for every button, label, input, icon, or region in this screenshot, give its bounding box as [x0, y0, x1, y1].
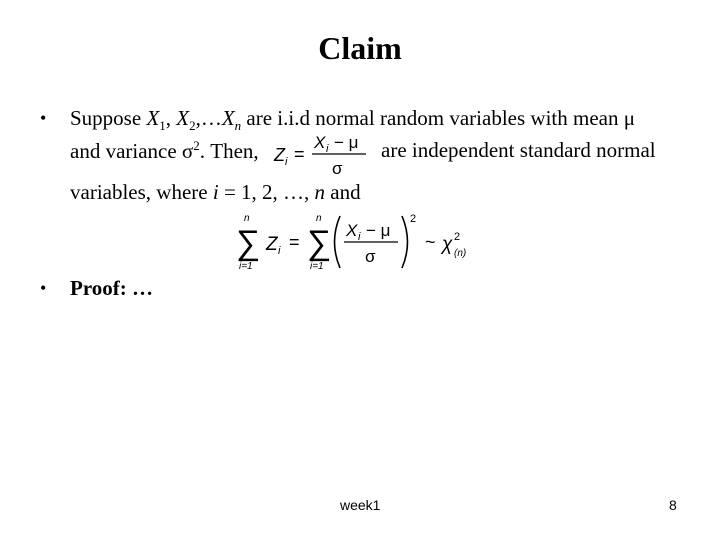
svg-text:i: i: [358, 231, 361, 243]
svg-text:2: 2: [410, 213, 417, 225]
svg-text:− μ: − μ: [334, 133, 359, 152]
svg-text:σ: σ: [365, 247, 376, 266]
svg-text:Z: Z: [274, 145, 285, 165]
svg-text:Z: Z: [266, 234, 278, 255]
svg-text:2: 2: [454, 231, 461, 243]
bullet-dot: •: [40, 278, 47, 298]
svg-text:∑: ∑: [307, 224, 332, 262]
svg-text:=: =: [289, 232, 300, 252]
svg-text:(n): (n): [454, 248, 467, 259]
svg-text:i: i: [326, 143, 329, 155]
svg-text:i=1: i=1: [239, 261, 253, 272]
claim-line-2b: are independent standard normal: [381, 138, 656, 162]
chi-square-equation: [232, 208, 502, 274]
slide-title: Claim: [318, 30, 402, 66]
claim-line-1: Suppose $X_1$, $X_2,\dots X_n$ are i.i.d normal random variables with mean μ: [70, 106, 635, 134]
svg-text:~: ~: [425, 232, 436, 252]
svg-text:i: i: [285, 156, 288, 168]
svg-text:n: n: [244, 213, 250, 224]
svg-text:σ: σ: [332, 159, 343, 178]
claim-line-3: variables, where i = 1, 2, …, n and: [70, 180, 361, 204]
bullet-dot: •: [40, 108, 47, 128]
footer-week-label: week1: [340, 497, 381, 513]
proof-label: Proof: …: [70, 276, 154, 300]
svg-text:∑: ∑: [236, 224, 261, 262]
svg-text:X: X: [346, 221, 358, 240]
claim-line-2: and variance $\sigma^2$. Then,: [70, 138, 259, 163]
svg-text:χ: χ: [442, 234, 453, 255]
svg-text:i=1: i=1: [310, 261, 324, 272]
svg-text:X: X: [314, 133, 326, 152]
page-number: 8: [669, 497, 677, 513]
svg-text:− μ: − μ: [366, 221, 391, 240]
svg-text:i: i: [278, 245, 281, 257]
z-definition-equation: [272, 130, 378, 178]
svg-text:n: n: [316, 213, 322, 224]
svg-text:=: =: [294, 144, 305, 164]
